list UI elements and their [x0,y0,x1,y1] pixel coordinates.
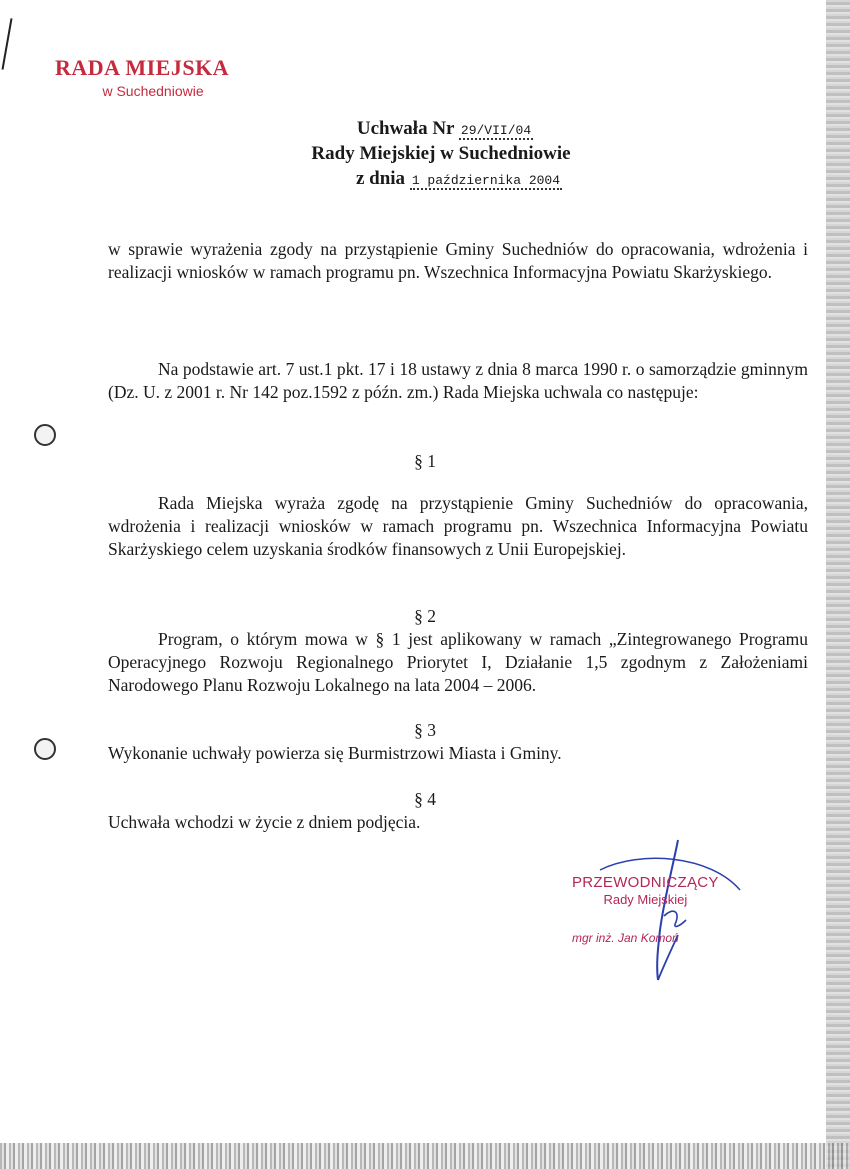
section-3-text: Wykonanie uchwały powierza się Burmistrzowi Miasta i Gminy. [108,743,562,763]
stamp-town-name: w Suchedniowie [102,83,204,99]
resolution-subject: w sprawie wyrażenia zgody na przystąpienie Gminy Suchedniów do opracowania, wdrożenia i realizacji wniosków w ramach programu pn. Wszechnica Informacyjna Powiatu Skarżyskiego. [108,239,808,282]
chairman-title: PRZEWODNICZĄCY [572,874,719,891]
issuing-body: Rady Miejskiej w Suchedniowie [311,143,571,164]
resolution-number-line [20,118,850,140]
handwritten-mark [2,18,13,70]
section-4-heading: § 4 [414,789,436,809]
resolution-label: Uchwała Nr [356,118,455,139]
punch-hole-bottom [34,738,56,760]
legal-basis: Na podstawie art. 7 ust.1 pkt. 17 i 18 ustawy z dnia 8 marca 1990 r. o samorządzie gminnym (Dz. U. z 2001 r. Nr 142 poz.1592 z późn. zm.) Rada Miejska uchwala co następuje: [108,359,808,402]
resolution-date: 1 października 2004 [411,173,561,188]
chairman-name: mgr inż. Jan Komoń [572,931,679,945]
section-1-text: Rada Miejska wyraża zgodę na przystąpienie Gminy Suchedniów do opracowania, wdrożenia i realizacji wniosków w ramach programu pn. Wszechnica Informacyjna Powiatu Skarżyskiego celem uzyskania środków finansowych z Unii Europejskiej. [108,493,808,559]
scan-edge-bottom [0,1143,850,1169]
chairman-stamp [572,874,719,945]
section-4-text: Uchwała wchodzi w życie z dniem podjęcia. [108,812,421,832]
date-label: z dnia [355,168,406,189]
resolution-date-line [34,168,850,190]
council-header-stamp [55,55,229,99]
section-1-heading: § 1 [414,451,436,471]
section-2-heading: § 2 [414,606,436,626]
resolution-number: 29/VII/04 [460,123,532,138]
stamp-council-name: RADA MIEJSKA [55,55,230,80]
section-3-heading: § 3 [414,720,436,740]
section-2-text: Program, o którym mowa w § 1 jest aplikowany w ramach „Zintegrowanego Programu Operacyjnego Rozwoju Regionalnego Priorytet I, Działanie 1,5 zgodnym z Założeniami Narodowego Planu Rozwoju Lokalnego na lata 2004 – 2006. [108,629,808,695]
chairman-organization: Rady Miejskiej [603,892,688,907]
punch-hole-top [34,424,56,446]
